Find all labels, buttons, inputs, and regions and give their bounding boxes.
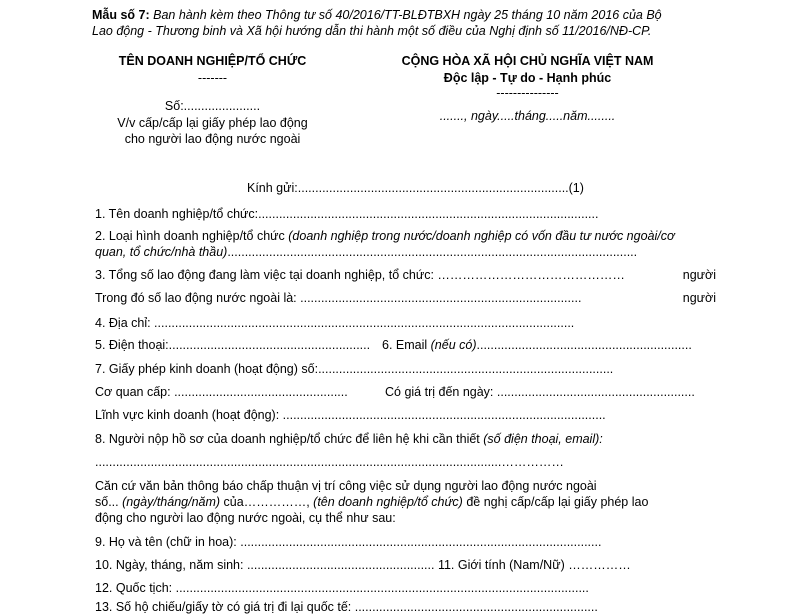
field-business-sector: Lĩnh vực kinh doanh (hoạt động): ............................................................................................. xyxy=(95,408,606,422)
field-nationality: 12. Quốc tịch: ....................................................................................................................... xyxy=(95,581,589,595)
field-contact-person-dots: .....................................................................................................................…………… xyxy=(95,455,564,469)
field-business-license: 7. Giấy phép kinh doanh (hoạt động) số:..................................................................................... xyxy=(95,362,614,376)
basis-line-3: động cho người lao động nước ngoài, cụ thể như sau: xyxy=(95,511,396,525)
field-valid-until: Có giá trị đến ngày: ......................................................... xyxy=(385,385,695,399)
basis-line-1: Căn cứ văn bản thông báo chấp thuận vị trí công việc sử dụng người lao động nước ngoài xyxy=(95,479,597,493)
field-passport: 13. Số hộ chiếu/giấy tờ có giá trị đi lại quốc tế: ...................................................................... xyxy=(95,600,598,614)
form-header-line2: Lao động - Thương binh và Xã hội hướng dẫn thi hành một số điều của Nghị định số 11/2016/NĐ-CP. xyxy=(92,24,652,38)
field-contact-person xyxy=(95,432,603,446)
motto: Độc lập - Tự do - Hạnh phúc xyxy=(443,71,612,85)
place-date: ......., ngày.....tháng.....năm........ xyxy=(439,109,616,123)
field-org-type xyxy=(95,229,675,243)
basis-org-note: (tên doanh nghiệp/tổ chức) xyxy=(313,495,463,509)
basis-number: số... xyxy=(95,495,123,509)
field-email-dots: .............................................................. xyxy=(476,338,692,352)
field-org-type-cont xyxy=(95,245,637,259)
field-address: 4. Địa chỉ: ......................................................................................................................... xyxy=(95,316,575,330)
org-name: TÊN DOANH NGHIỆP/TỔ CHỨC xyxy=(118,54,307,68)
field-org-type-note-cont: quan, tổ chức/nhà thầu) xyxy=(95,245,228,259)
basis-line-2 xyxy=(95,495,648,509)
subject-line-2: cho người lao động nước ngoài xyxy=(124,132,301,146)
field-contact-person-label: 8. Người nộp hồ sơ của doanh nghiệp/tổ chức để liên hệ khi cần thiết xyxy=(95,432,484,446)
field-full-name: 9. Họ và tên (chữ in hoa): ........................................................................................................ xyxy=(95,535,602,549)
org-rule: ------- xyxy=(197,71,228,85)
field-email xyxy=(382,338,692,352)
document-number: Số:...................... xyxy=(164,99,261,113)
field-email-label: 6. Email xyxy=(382,338,431,352)
field-birth-gender: 10. Ngày, tháng, năm sinh: ...................................................... 11. Giới tính (Nam/Nữ) …………… xyxy=(95,558,631,572)
field-issuing-agency: Cơ quan cấp: .................................................. xyxy=(95,385,348,399)
field-total-workers: 3. Tổng số lao động đang làm việc tại doanh nghiệp, tổ chức: ……………………………………… xyxy=(95,268,625,282)
field-email-note: (nếu có) xyxy=(430,338,477,352)
form-header-line1 xyxy=(92,8,662,22)
nation-title: CỘNG HÒA XÃ HỘI CHỦ NGHĨA VIỆT NAM xyxy=(401,54,654,68)
field-org-name: 1. Tên doanh nghiệp/tổ chức:.................................................................................................. xyxy=(95,207,599,221)
basis-date-note: (ngày/tháng/năm) xyxy=(122,495,221,509)
field-org-type-label: 2. Loại hình doanh nghiệp/tổ chức xyxy=(95,229,289,243)
form-description: Ban hành kèm theo Thông tư số 40/2016/TT-BLĐTBXH ngày 25 tháng 10 năm 2016 của Bộ xyxy=(153,8,662,22)
field-total-workers-unit: người xyxy=(682,268,716,282)
field-org-type-dots: ...................................................................................................................... xyxy=(227,245,638,259)
subject-line-1: V/v cấp/cấp lại giấy phép lao động xyxy=(117,116,308,130)
field-foreign-workers: Trong đó số lao động nước ngoài là: ................................................................................. xyxy=(95,291,582,305)
field-contact-person-note: (số điện thoại, email): xyxy=(483,432,603,446)
recipient-line: Kính gửi:..............................................................................(1) xyxy=(247,181,584,195)
field-phone: 5. Điện thoại:.......................................................... xyxy=(95,338,371,352)
field-org-type-note: (doanh nghiệp trong nước/doanh nghiệp có vốn đầu tư nước ngoài/cơ xyxy=(288,229,675,243)
motto-rule: --------------- xyxy=(496,86,559,100)
field-foreign-workers-unit: người xyxy=(682,291,716,305)
basis-of: của……………, xyxy=(220,495,314,509)
form-label: Mẫu số 7: xyxy=(92,8,150,22)
basis-request: đề nghị cấp/cấp lại giấy phép lao xyxy=(462,495,649,509)
